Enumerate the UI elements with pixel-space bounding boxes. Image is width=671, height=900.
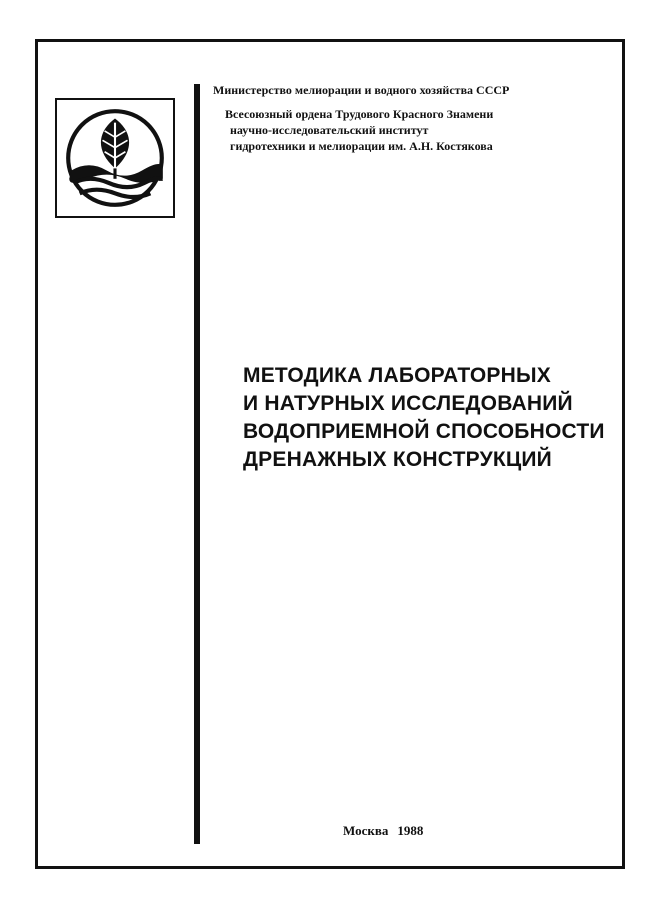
imprint (343, 823, 473, 839)
document-title (243, 362, 613, 474)
title-line-3: ВОДОПРИЕМНОЙ СПОСОБНОСТИ (243, 420, 605, 443)
leaf-water-emblem-icon (63, 106, 167, 210)
institute-emblem (55, 98, 175, 218)
publisher-header (205, 82, 620, 154)
imprint-city: Москва (343, 823, 389, 838)
institute-line-2: научно-исследовательский институт (230, 123, 429, 137)
title-line-2: И НАТУРНЫХ ИССЛЕДОВАНИЙ (243, 392, 573, 415)
vertical-rule (194, 84, 200, 844)
title-line-4: ДРЕНАЖНЫХ КОНСТРУКЦИЙ (243, 448, 552, 471)
ministry-name: Министерство мелиорации и водного хозяйства СССР (213, 83, 510, 97)
institute-line-1: Всесоюзный ордена Трудового Красного Знамени (225, 107, 494, 121)
institute-line-3: гидротехники и мелиорации им. А.Н. Костякова (230, 139, 493, 153)
imprint-year: 1988 (397, 823, 424, 838)
title-line-1: МЕТОДИКА ЛАБОРАТОРНЫХ (243, 364, 551, 387)
